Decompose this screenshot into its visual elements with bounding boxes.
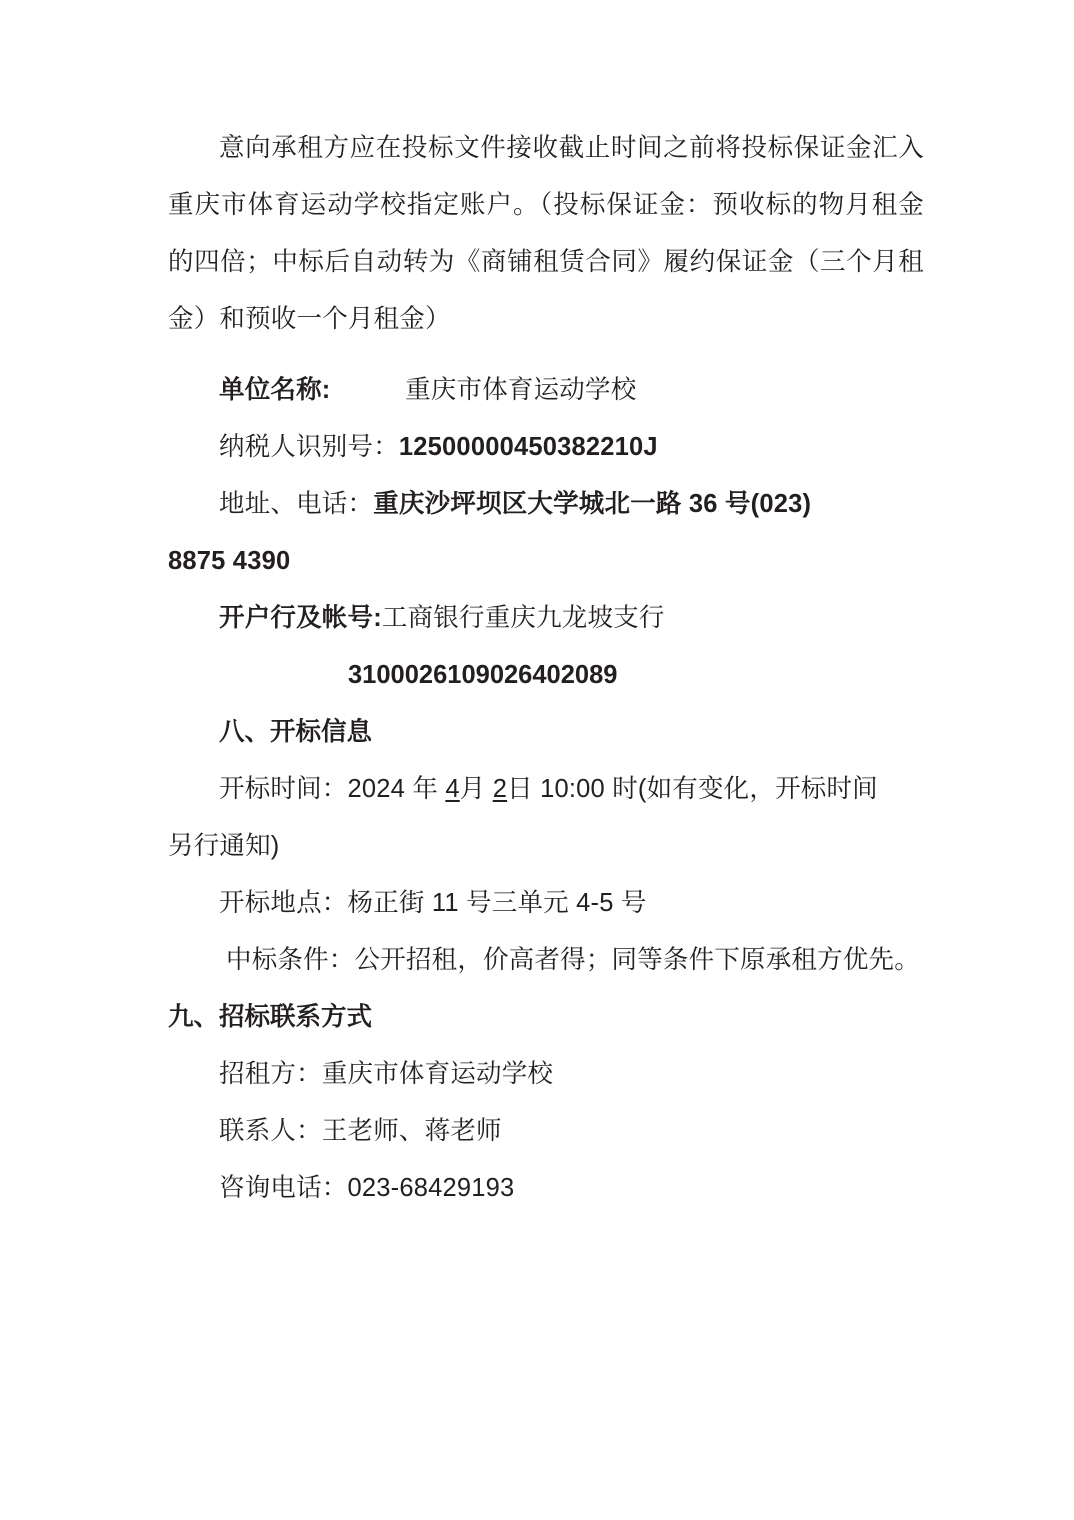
bid-open-time-label: 开标时间：	[219, 775, 348, 803]
address-phone-line	[168, 476, 924, 533]
address-phone-value: 重庆沙坪坝区大学城北一路 36 号(023)	[373, 490, 812, 518]
taxpayer-id-line	[168, 419, 924, 476]
phone-value: 023-68429193	[347, 1174, 515, 1202]
section-9-heading: 九、招标联系方式	[168, 1003, 373, 1031]
lessor-line	[168, 1046, 924, 1103]
win-condition-label: 中标条件：	[226, 946, 355, 974]
phone-label: 咨询电话：	[219, 1174, 348, 1202]
unit-name-line	[168, 362, 924, 419]
bank-label: 开户行及帐号:	[219, 604, 382, 632]
bid-open-time-line	[168, 761, 924, 818]
contact-label: 联系人：	[219, 1117, 322, 1145]
win-condition-line	[168, 932, 924, 989]
unit-name-label: 单位名称:	[219, 376, 331, 404]
deposit-notice-paragraph: 意向承租方应在投标文件接收截止时间之前将投标保证金汇入重庆市体育运动学校指定账户。（投标保证金：预收标的物月租金的四倍；中标后自动转为《商铺租赁合同》履约保证金（三个月租金）和预收一个月租金）	[168, 134, 924, 333]
bid-open-time-continuation: 另行通知)	[168, 832, 280, 860]
win-condition-value: 公开招租，价高者得；同等条件下原承租方优先。	[354, 946, 920, 974]
section-8-heading: 八、开标信息	[219, 718, 373, 746]
bid-open-time-rest: 日 10:00 时(如有变化，开标时间	[507, 775, 878, 803]
bank-value: 工商银行重庆九龙坡支行	[381, 604, 665, 632]
bid-open-place-value: 杨正街 11 号三单元 4-5 号	[347, 889, 647, 917]
bid-open-place-label: 开标地点：	[219, 889, 348, 917]
contact-value: 王老师、蒋老师	[321, 1117, 502, 1145]
contact-line	[168, 1103, 924, 1160]
taxpayer-id-label: 纳税人识别号：	[219, 433, 399, 461]
bid-open-time-year: 2024 年	[347, 775, 439, 803]
bid-open-time-day-value: 2	[492, 775, 508, 803]
lessor-label: 招租方：	[219, 1060, 322, 1088]
address-phone-label: 地址、电话：	[219, 490, 374, 518]
unit-name-value: 重庆市体育运动学校	[405, 376, 637, 404]
lessor-value: 重庆市体育运动学校	[321, 1060, 554, 1088]
address-phone-continuation: 8875 4390	[168, 547, 291, 575]
bank-line	[168, 590, 924, 647]
phone-line	[168, 1160, 924, 1217]
bid-open-time-month-unit: 月	[459, 775, 486, 803]
bank-account-number: 31000261090264​02089	[348, 661, 618, 689]
bid-open-time-month-value: 4	[445, 775, 460, 803]
spacer	[168, 348, 924, 362]
taxpayer-id-value: 12500000450382210J	[398, 433, 658, 461]
bid-open-place-line	[168, 875, 924, 932]
